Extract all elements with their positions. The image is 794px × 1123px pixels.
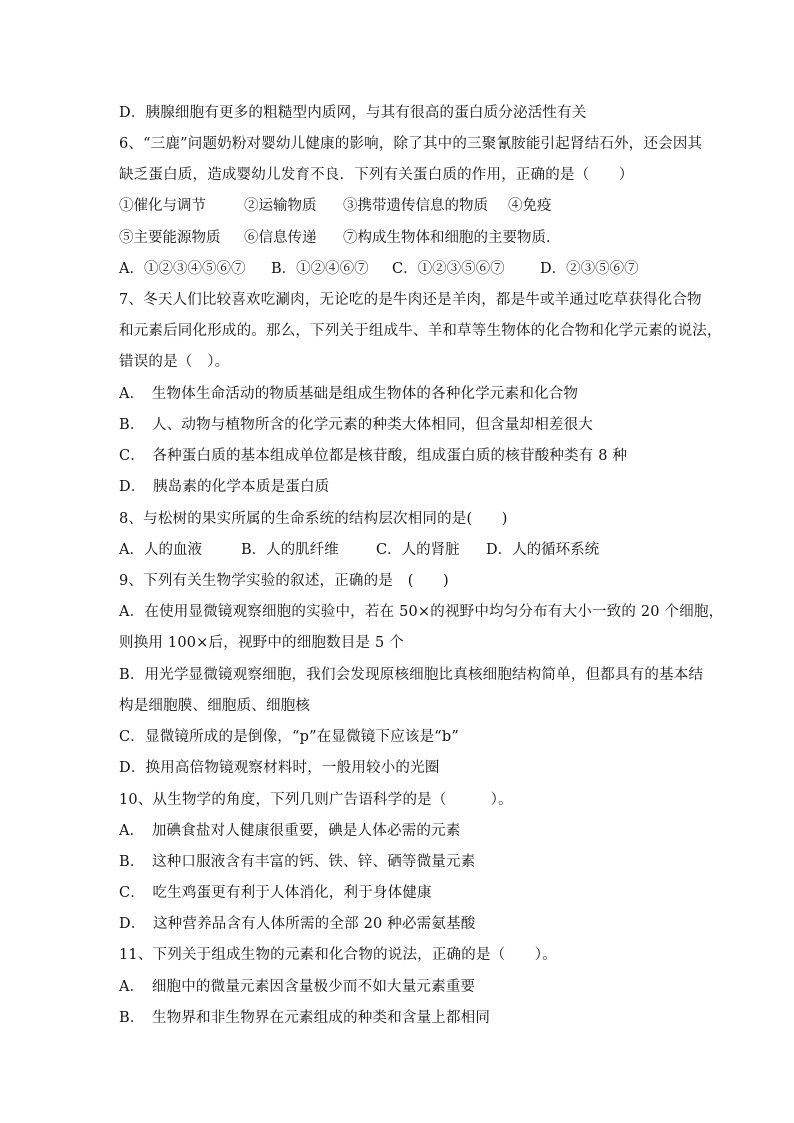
q11-option-a: A． 细胞中的微量元素因含量极少而不如大量元素重要 [119,979,476,995]
q7-option-c: C． 各种蛋白质的基本组成单位都是核苷酸，组成蛋白质的核苷酸种类有 8 种 [119,448,628,464]
q6-option-b: B．①②④⑥⑦ [271,261,369,277]
q5-option-d: D．胰腺细胞有更多的粗糙型内质网，与其有很高的蛋白质分泌活性有关 [119,105,587,121]
q9-option-c: C．显微镜所成的是倒像，“p”在显微镜下应该是“b” [119,729,460,745]
q9-option-b-line2: 构是细胞膜、细胞质、细胞核 [119,698,311,714]
q6-options [119,259,639,279]
q6-item-6: ⑥信息传递 [244,230,317,246]
q6-item-1: ①催化与调节 [119,198,206,214]
q8-stem: 8、与松树的果实所属的生命系统的结构层次相同的是( ) [119,511,508,527]
q6-option-d: D．②③⑤⑥⑦ [540,261,639,277]
q6-stem-line1: 6、“三鹿”问题奶粉对婴幼儿健康的影响，除了其中的三聚氰胺能引起肾结石外，还会因其 [119,136,703,152]
q6-option-a: A．①②③④⑤⑥⑦ [119,261,246,277]
q8-option-c: C．人的肾脏 [376,542,460,558]
q6-item-7: ⑦构成生物体和细胞的主要物质． [343,230,561,246]
q7-stem-line3: 错误的是（ ）。 [119,354,230,370]
q9-stem: 9、下列有关生物学实验的叙述，正确的是 ( ) [119,573,449,589]
q6-option-c: C．①②③⑤⑥⑦ [392,261,505,277]
q9-option-b-line1: B．用光学显微镜观察细胞，我们会发现原核细胞比真核细胞结构简单，但都具有的基本结 [119,667,704,683]
q10-stem: 10、从生物学的角度，下列几则广告语科学的是（ ）。 [119,792,513,808]
q11-option-b: B． 生物界和非生物界在元素组成的种类和含量上都相同 [119,1010,491,1026]
q7-option-b: B． 人、动物与植物所含的化学元素的种类大体相同，但含量却相差很大 [119,417,594,433]
q7-option-d: D． 胰岛素的化学本质是蛋白质 [119,479,330,495]
q10-option-a: A． 加碘食盐对人健康很重要，碘是人体必需的元素 [119,823,461,839]
q6-item-2: ②运输物质 [244,198,317,214]
q9-option-d: D．换用高倍物镜观察材料时，一般用较小的光圈 [119,760,440,776]
q11-stem: 11、下列关于组成生物的元素和化合物的说法，正确的是（ ）。 [119,947,557,963]
q10-option-b: B． 这种口服液含有丰富的钙、铁、锌、硒等微量元素 [119,854,476,870]
q6-stem-line2: 缺乏蛋白质，造成婴幼儿发育不良．下列有关蛋白质的作用，正确的是（ ） [119,167,634,183]
q9-option-a-line1: A．在使用显微镜观察细胞的实验中，若在 50×的视野中均匀分布有大小一致的 20 个细胞， [119,604,724,620]
q7-stem-line2: 和元素后同化形成的。那么，下列关于组成牛、羊和草等生物体的化合物和化学元素的说法， [119,323,722,339]
q6-items-row1 [119,196,552,216]
q6-item-5: ⑤主要能源物质 [119,230,221,246]
q8-option-b: B．人的肌纤维 [241,542,339,558]
q7-option-a: A． 生物体生命活动的物质基础是组成生物体的各种化学元素和化合物 [119,386,579,402]
q8-option-a: A．人的血液 [119,542,202,558]
q6-item-4: ④免疫 [508,198,552,214]
q10-option-c: C． 吃生鸡蛋更有利于人体消化，利于身体健康 [119,885,432,901]
q6-items-row2 [119,228,561,248]
q6-item-3: ③携带遗传信息的物质 [343,198,488,214]
q9-option-a-line2: 则换用 100×后，视野中的细胞数目是 5 个 [119,635,404,651]
q7-stem-line1: 7、冬天人们比较喜欢吃涮肉，无论吃的是牛肉还是羊肉，都是牛或羊通过吃草获得化合物 [119,292,702,308]
q8-options [119,540,599,560]
q10-option-d: D． 这种营养品含有人体所需的全部 20 种必需氨基酸 [119,916,476,932]
q8-option-d: D．人的循环系统 [486,542,600,558]
